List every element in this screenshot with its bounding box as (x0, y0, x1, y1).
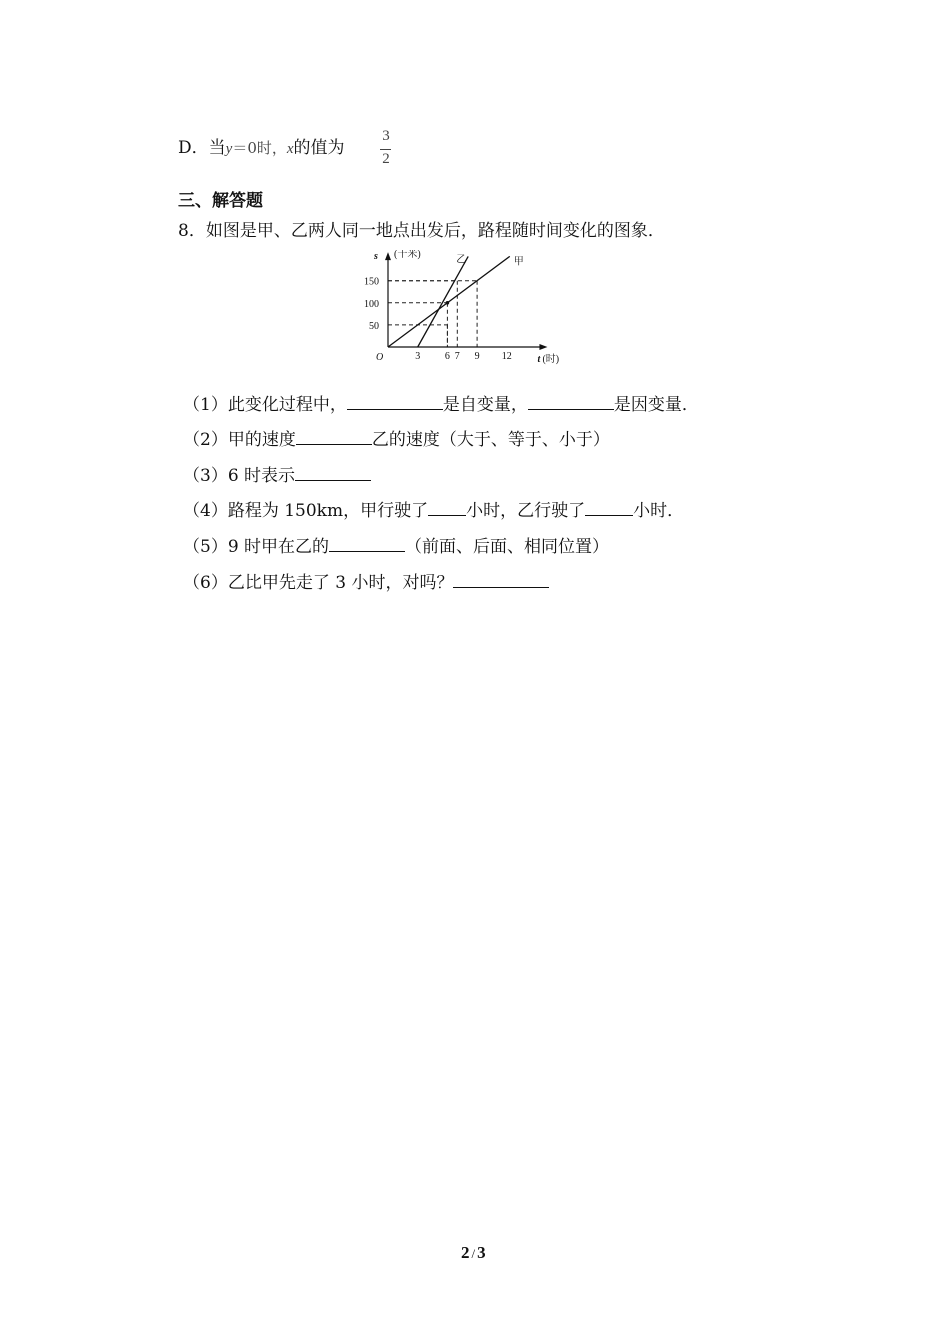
sq4-text-a: （4）路程为 150km，甲行驶了 (183, 501, 429, 521)
y-tick-label-1: 100 (364, 298, 379, 310)
sq6-blank-a[interactable] (453, 570, 549, 588)
section-title: 三、解答题 (178, 191, 263, 211)
sq1-blank-b[interactable] (528, 392, 614, 410)
option-d-eq: ＝0时， (232, 139, 287, 157)
x-axis-unit: (时) (542, 354, 560, 365)
fraction-bar (380, 149, 391, 150)
origin-label: O (376, 352, 384, 363)
series-line-1 (418, 256, 468, 347)
x-tick-label-3: 9 (474, 351, 480, 362)
sq4-blank-a[interactable] (428, 498, 466, 516)
sub-question-6 (183, 570, 549, 594)
intersection-point (446, 301, 450, 305)
sq1-blank-a[interactable] (347, 392, 443, 410)
series-label-0: 甲 (513, 256, 524, 268)
page-sep: / (471, 1246, 476, 1261)
option-d-prefix: D．当 (178, 138, 226, 158)
y-tick-label-0: 50 (369, 320, 379, 332)
x-axis-var: t (537, 354, 541, 365)
option-d-mid: 的值为 (293, 138, 345, 158)
sq5-text-a: （5）9 时甲在乙的 (183, 537, 330, 557)
sq2-text-a: （2）甲的速度 (183, 430, 296, 450)
sq2-blank-a[interactable] (296, 427, 372, 445)
y-axis-unit: (千米) (394, 250, 421, 261)
option-d (178, 137, 345, 160)
series-line-0 (388, 256, 510, 347)
sq1-text-b: 是自变量， (442, 395, 528, 415)
page-number (461, 1243, 486, 1263)
x-axis-arrow (539, 344, 547, 350)
x-tick-label-0: 3 (415, 351, 421, 362)
x-tick-label-1: 6 (444, 351, 450, 362)
var-x: x (286, 141, 294, 157)
fraction-denominator: 2 (382, 151, 390, 167)
sub-question-5 (183, 534, 609, 558)
x-tick-label-2: 7 (454, 351, 460, 362)
distance-time-chart (350, 250, 640, 372)
sq2-text-b: 乙的速度（大于、等于、小于） (371, 430, 610, 450)
sub-question-1 (183, 392, 699, 416)
sq5-blank-a[interactable] (329, 534, 405, 552)
sub-question-2 (183, 427, 610, 451)
sq6-text-a: （6）乙比甲先走了 3 小时，对吗？ (183, 573, 454, 593)
series-label-1: 乙 (456, 254, 467, 266)
x-tick-label-4: 12 (501, 351, 512, 362)
var-y: y (225, 141, 233, 157)
question-text: 8．如图是甲、乙两人同一地点出发后，路程随时间变化的图象． (178, 221, 665, 241)
sq4-text-c: 小时． (633, 501, 685, 521)
sq4-text-b: 小时，乙行驶了 (466, 501, 586, 521)
sub-question-3 (183, 463, 371, 487)
sq3-text-a: （3）6 时表示 (183, 466, 296, 486)
y-tick-label-2: 150 (364, 276, 379, 288)
fraction-numerator: 3 (382, 128, 390, 144)
y-axis-var: s (374, 251, 378, 263)
page-current: 2 (461, 1243, 470, 1262)
sq1-text-c: 是因变量． (613, 395, 699, 415)
sq4-blank-b[interactable] (585, 498, 633, 516)
y-axis-arrow (385, 252, 391, 260)
sq1-text-a: （1）此变化过程中， (183, 395, 347, 415)
sq5-text-b: （前面、后面、相同位置） (405, 537, 610, 557)
sub-question-4 (183, 498, 684, 522)
page-total: 3 (477, 1243, 486, 1262)
sq3-blank-a[interactable] (295, 463, 371, 481)
